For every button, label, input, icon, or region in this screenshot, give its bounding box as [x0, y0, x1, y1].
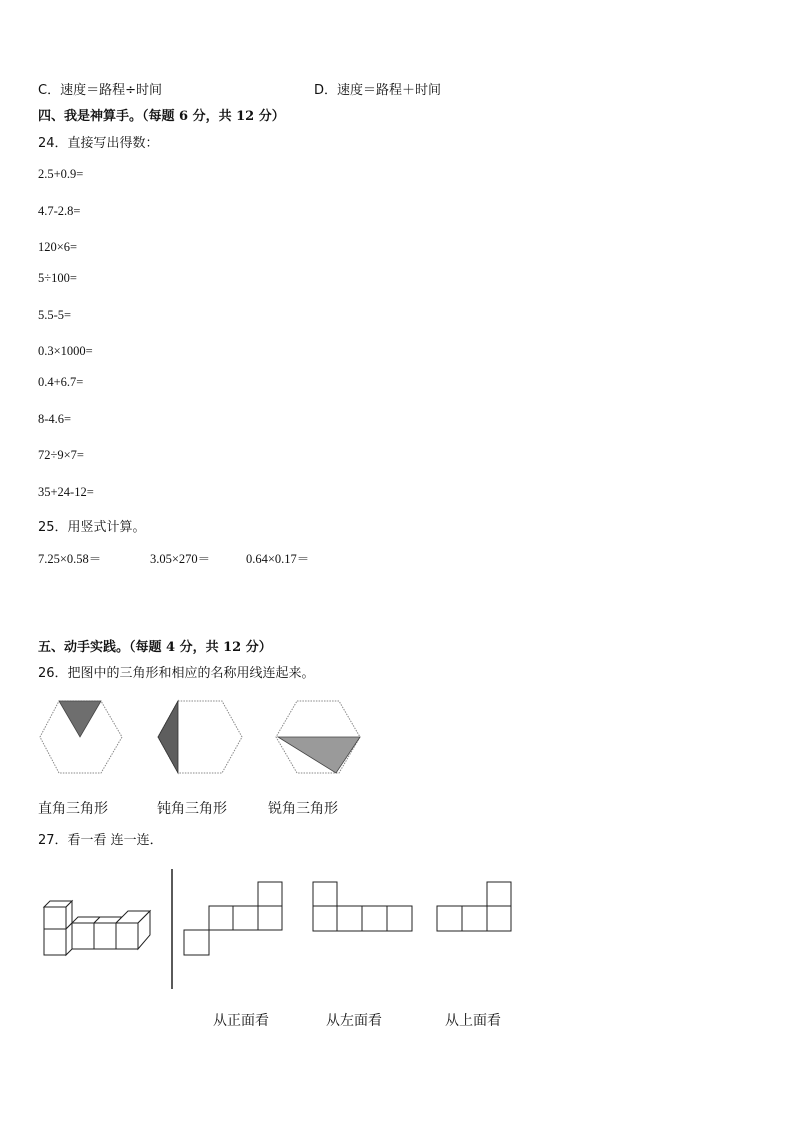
- calc-item-5: 5.5-5=: [38, 308, 72, 322]
- vertical-calc-2: 3.05×270＝: [150, 552, 211, 566]
- cube-front-face: [94, 923, 116, 949]
- shaded-triangle: [59, 701, 101, 737]
- label-obtuse-triangle: 钝角三角形: [157, 801, 227, 817]
- section-4-heading: 四、我是神算手。（每题 6 分，共 12 分）: [38, 109, 285, 124]
- question-27-prompt: 27．看一看 连一连．: [38, 833, 163, 848]
- vertical-calc-1: 7.25×0.58＝: [38, 552, 102, 566]
- calc-item-1: 2.5+0.9=: [38, 167, 84, 181]
- cube-solid-figure: [40, 903, 155, 959]
- label-front-view: 从正面看: [213, 1013, 269, 1029]
- calc-item-2: 4.7-2.8=: [38, 204, 81, 218]
- calc-item-7: 0.4+6.7=: [38, 375, 84, 389]
- question-24-prompt: 24．直接写出得数：: [38, 136, 159, 151]
- cube-front-face: [72, 923, 94, 949]
- option-d: D．速度＝路程＋时间: [314, 83, 442, 98]
- cube-front-face: [116, 923, 138, 949]
- shaded-triangle: [278, 737, 360, 773]
- calc-item-9: 72÷9×7=: [38, 448, 84, 462]
- calc-item-10: 35+24-12=: [38, 485, 94, 499]
- vertical-calc-3: 0.64×0.17＝: [246, 552, 310, 566]
- hexagon-figure-1: [38, 697, 128, 777]
- label-top-view: 从上面看: [445, 1013, 501, 1029]
- cube-front-face: [44, 907, 66, 929]
- view-grid-1: [183, 881, 283, 957]
- calc-item-6: 0.3×1000=: [38, 344, 93, 358]
- shaded-triangle: [158, 701, 178, 773]
- view-grid-3: [436, 881, 514, 933]
- calc-item-4: 5÷100=: [38, 271, 77, 285]
- hexagon-figure-3: [274, 697, 364, 777]
- option-c: C．速度＝路程÷时间: [38, 83, 162, 98]
- question-25-prompt: 25．用竖式计算。: [38, 520, 146, 535]
- divider-line: [171, 869, 173, 989]
- view-grid-2: [312, 881, 414, 933]
- hexagon-figure-2: [156, 697, 246, 777]
- calc-item-8: 8-4.6=: [38, 412, 72, 426]
- cube-side-face: [66, 923, 72, 955]
- label-left-view: 从左面看: [326, 1013, 382, 1029]
- cube-front-face: [44, 929, 66, 955]
- section-5-heading: 五、动手实践。（每题 4 分，共 12 分）: [38, 640, 272, 655]
- label-right-triangle: 直角三角形: [38, 801, 108, 817]
- question-26-prompt: 26．把图中的三角形和相应的名称用线连起来。: [38, 666, 315, 681]
- calc-item-3: 120×6=: [38, 240, 78, 254]
- label-acute-triangle: 锐角三角形: [268, 801, 338, 817]
